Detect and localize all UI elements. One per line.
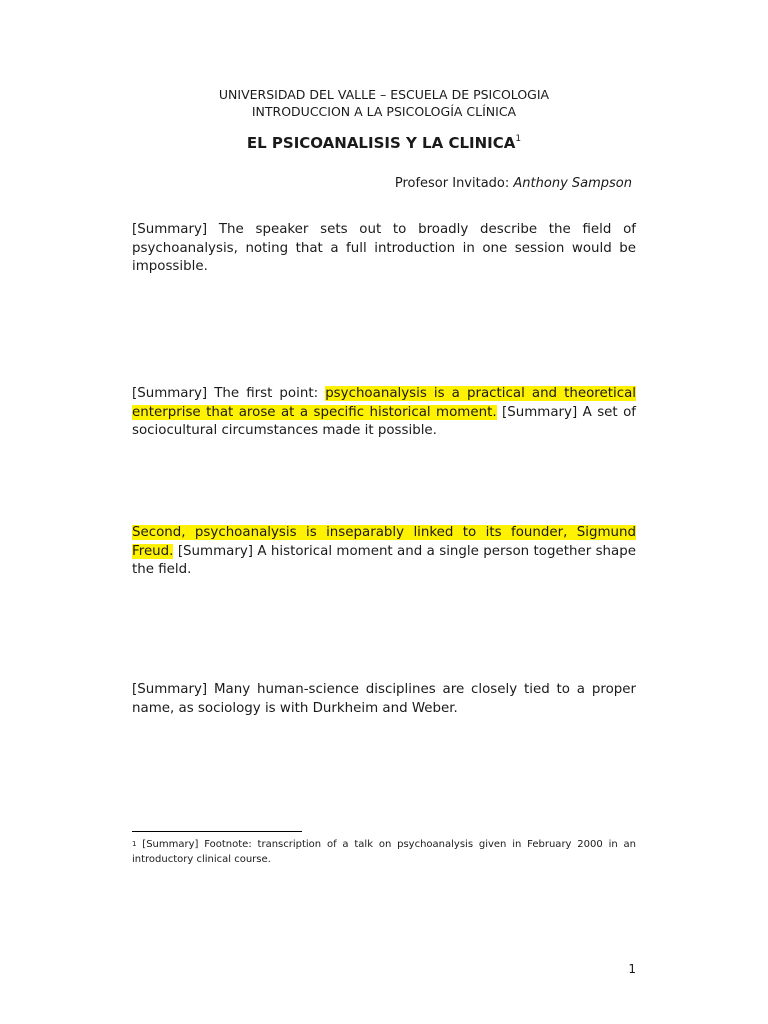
paragraph-3-rest: [Summary] A historical moment and a single person together shape the field. <box>132 543 636 577</box>
byline-author: Anthony Sampson <box>513 176 632 191</box>
highlighted-passage-1: psychoanalysis is a practical and theoretical enterprise that arose at a specific historical moment. <box>132 386 636 420</box>
footnote <box>132 837 636 867</box>
page-number: 1 <box>628 962 636 976</box>
byline-label: Profesor Invitado: <box>394 176 510 191</box>
body-paragraph-1: [Summary] The speaker sets out to broadly describe the field of psychoanalysis, noting that a full introduction in one session would be impossible. <box>132 222 636 274</box>
title-text: EL PSICOANALISIS Y LA CLINICA <box>246 134 516 152</box>
document-title <box>0 134 768 152</box>
paragraph-2-intro: [Summary] The first point: <box>132 386 319 402</box>
footnote-divider <box>132 831 302 832</box>
header-course-line: INTRODUCCION A LA PSICOLOGÍA CLÍNICA <box>251 104 517 119</box>
body-paragraph-3 <box>132 524 636 579</box>
footnote-text: [Summary] Footnote: transcription of a talk on psychoanalysis given in February 2000 in an introductory clinical course. <box>132 839 636 865</box>
body-paragraph-2 <box>132 385 636 440</box>
title-footnote-marker[interactable]: 1 <box>515 134 522 144</box>
document-header <box>0 86 768 120</box>
footnote-marker: 1 <box>132 840 137 848</box>
header-university-line: UNIVERSIDAD DEL VALLE – ESCUELA DE PSICOLOGIA <box>218 87 550 102</box>
byline <box>395 176 632 191</box>
paragraph-2-rest: [Summary] A set of sociocultural circumstances made it possible. <box>132 404 636 438</box>
highlighted-passage-2: Second, psychoanalysis is inseparably linked to its founder, Sigmund Freud. <box>132 525 636 559</box>
body-paragraph-4: [Summary] Many human-science disciplines are closely tied to a proper name, as sociology is with Durkheim and Weber. <box>132 682 636 716</box>
